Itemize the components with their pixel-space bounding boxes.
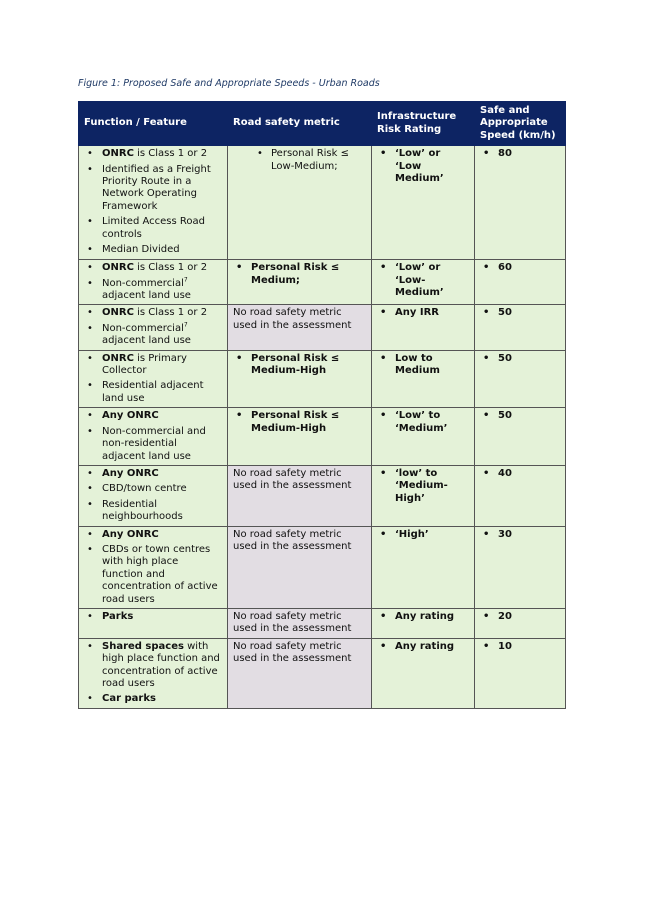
list-item: [84, 611, 222, 623]
metric-list: [233, 410, 366, 435]
function-keyword: ONRC: [102, 307, 134, 319]
speed-cell: [475, 638, 566, 708]
function-text: Non-commercial: [102, 277, 184, 289]
list-item: [84, 244, 222, 256]
speed-cell: [475, 408, 566, 466]
irr-cell: [372, 608, 475, 638]
irr-cell: [372, 350, 475, 408]
function-keyword: ONRC: [102, 352, 134, 364]
list-item: [84, 499, 222, 524]
irr-cell: [372, 526, 475, 608]
function-text: is Class 1 or 2: [133, 148, 208, 160]
speed-value: • 50: [480, 307, 560, 319]
table-row: [79, 350, 566, 408]
irr-list: [377, 262, 469, 299]
function-text: is Class 1 or 2: [133, 307, 208, 319]
list-item: [84, 216, 222, 241]
irr-cell: [372, 305, 475, 350]
function-cell: [79, 608, 228, 638]
speed-cell: [475, 465, 566, 526]
table-row: [79, 146, 566, 260]
irr-cell: [372, 146, 475, 260]
irr-list: [377, 641, 469, 653]
speed-cell: [475, 260, 566, 305]
function-text: is Class 1 or 2: [133, 262, 208, 274]
list-item: [84, 544, 222, 606]
irr-list: [377, 529, 469, 541]
list-item: [84, 353, 222, 378]
metric-text: No road safety metric used in the assessment: [233, 528, 352, 552]
footnote-ref: 7: [183, 276, 188, 284]
list-item: [84, 529, 222, 541]
table-row: [79, 305, 566, 350]
speed-value: • 60: [480, 262, 560, 274]
function-text: adjacent land use: [102, 335, 191, 347]
metric-text: • Personal Risk ≤ Medium-High: [233, 410, 366, 435]
function-text: Median Divided: [102, 244, 180, 256]
metric-cell: [228, 608, 372, 638]
speed-list: [480, 148, 560, 160]
function-list: [84, 353, 222, 406]
speed-list: [480, 641, 560, 653]
function-text: Residential neighbourhoods: [102, 498, 183, 523]
table-row: [79, 526, 566, 608]
header-metric: Road safety metric: [228, 102, 372, 146]
metric-text: • Personal Risk ≤ Medium;: [233, 262, 366, 287]
metric-text: No road safety metric used in the assessment: [233, 640, 352, 665]
speed-list: [480, 307, 560, 319]
function-text: is Primary Collector: [102, 352, 187, 377]
list-item: [84, 380, 222, 405]
irr-list: [377, 611, 469, 623]
irr-cell: [372, 260, 475, 305]
function-text: adjacent land use: [102, 290, 191, 302]
function-cell: [79, 350, 228, 408]
speed-list: [480, 262, 560, 274]
table-row: [79, 608, 566, 638]
list-item: [84, 410, 222, 422]
irr-list: [377, 353, 469, 378]
speed-value: • 50: [480, 353, 560, 365]
speed-value: • 80: [480, 148, 560, 160]
function-cell: [79, 408, 228, 466]
header-irr: Infrastructure Risk Rating: [372, 102, 475, 146]
speeds-table: [78, 101, 566, 709]
speed-list: [480, 468, 560, 480]
irr-value: • ‘Low’ or ‘Low Medium’: [377, 148, 469, 185]
metric-text: • Personal Risk ≤ Low-Medium;: [233, 148, 366, 173]
metric-list: [233, 353, 366, 378]
speed-list: [480, 611, 560, 623]
function-text: Limited Access Road controls: [102, 216, 205, 240]
table-row: [79, 638, 566, 708]
metric-list: [233, 262, 366, 287]
function-text: CBD/town centre: [102, 483, 187, 495]
header-speed: Safe and Appropriate Speed (km/h): [475, 102, 566, 146]
table-row: [79, 465, 566, 526]
metric-cell: [228, 350, 372, 408]
function-keyword: Any ONRC: [102, 528, 159, 540]
table-row: [79, 260, 566, 305]
irr-value: • Any IRR: [377, 307, 469, 319]
irr-value: • Any rating: [377, 641, 469, 653]
metric-cell: [228, 408, 372, 466]
metric-cell: [228, 526, 372, 608]
speed-value: • 40: [480, 468, 560, 480]
table-row: [79, 408, 566, 466]
speed-cell: [475, 608, 566, 638]
metric-list: [233, 148, 366, 173]
function-list: [84, 148, 222, 256]
function-text: Residential adjacent land use: [102, 380, 204, 404]
speed-list: [480, 353, 560, 365]
function-text: with high place function and concentration of active road users: [102, 640, 220, 689]
footnote-ref: 7: [183, 321, 188, 329]
list-item: [84, 468, 222, 480]
metric-cell: [228, 146, 372, 260]
function-keyword: Shared spaces: [102, 640, 184, 652]
irr-value: • ‘low’ to ‘Medium-High’: [377, 468, 469, 505]
irr-value: • ‘High’: [377, 529, 469, 541]
irr-value: • Low to Medium: [377, 353, 469, 378]
metric-text: No road safety metric used in the assessment: [233, 307, 352, 331]
function-text: Non-commercial: [102, 322, 184, 334]
list-item: [84, 262, 222, 274]
function-list: [84, 529, 222, 606]
function-cell: [79, 638, 228, 708]
list-item: [84, 693, 222, 705]
irr-list: [377, 410, 469, 435]
list-item: [84, 641, 222, 691]
function-keyword: Any ONRC: [102, 467, 159, 479]
irr-list: [377, 468, 469, 505]
irr-value: • Any rating: [377, 611, 469, 623]
speed-cell: [475, 146, 566, 260]
function-list: [84, 262, 222, 302]
function-cell: [79, 526, 228, 608]
list-item: [84, 307, 222, 319]
metric-cell: [228, 465, 372, 526]
function-text: CBDs or town centres with high place function and concentration of active road users: [102, 543, 218, 605]
function-keyword: Any ONRC: [102, 410, 159, 422]
list-item: [84, 483, 222, 495]
function-cell: [79, 146, 228, 260]
metric-text: No road safety metric used in the assessment: [233, 610, 352, 635]
metric-cell: [228, 305, 372, 350]
header-function: Function / Feature: [79, 102, 228, 146]
metric-text: • Personal Risk ≤ Medium-High: [233, 353, 366, 378]
function-keyword: Parks: [102, 610, 134, 622]
irr-cell: [372, 638, 475, 708]
speed-cell: [475, 526, 566, 608]
speed-value: • 20: [480, 611, 560, 623]
function-list: [84, 611, 222, 623]
function-cell: [79, 465, 228, 526]
function-list: [84, 641, 222, 706]
irr-cell: [372, 408, 475, 466]
irr-list: [377, 148, 469, 185]
irr-value: • ‘Low’ or ‘Low-Medium’: [377, 262, 469, 299]
function-keyword: ONRC: [102, 262, 134, 274]
function-keyword: Car parks: [102, 693, 156, 705]
irr-cell: [372, 465, 475, 526]
list-item: [84, 164, 222, 214]
speed-value: • 10: [480, 641, 560, 653]
header-row: [79, 102, 566, 146]
speed-list: [480, 410, 560, 422]
function-cell: [79, 305, 228, 350]
function-keyword: ONRC: [102, 148, 134, 160]
function-list: [84, 307, 222, 347]
metric-cell: [228, 638, 372, 708]
list-item: [84, 148, 222, 160]
list-item: [84, 278, 222, 303]
speed-value: • 30: [480, 529, 560, 541]
speed-cell: [475, 350, 566, 408]
function-list: [84, 468, 222, 524]
irr-list: [377, 307, 469, 319]
figure-caption: Figure 1: Proposed Safe and Appropriate Speeds - Urban Roads: [78, 78, 380, 89]
function-cell: [79, 260, 228, 305]
function-text: Identified as a Freight Priority Route in a Network Operating Framework: [102, 163, 211, 212]
list-item: [84, 426, 222, 463]
function-list: [84, 410, 222, 463]
metric-cell: [228, 260, 372, 305]
speed-cell: [475, 305, 566, 350]
speed-list: [480, 529, 560, 541]
irr-value: • ‘Low’ to ‘Medium’: [377, 410, 469, 435]
list-item: [84, 323, 222, 348]
speed-value: • 50: [480, 410, 560, 422]
function-text: Non-commercial and non-residential adjacent land use: [102, 425, 206, 462]
metric-text: No road safety metric used in the assessment: [233, 467, 352, 492]
